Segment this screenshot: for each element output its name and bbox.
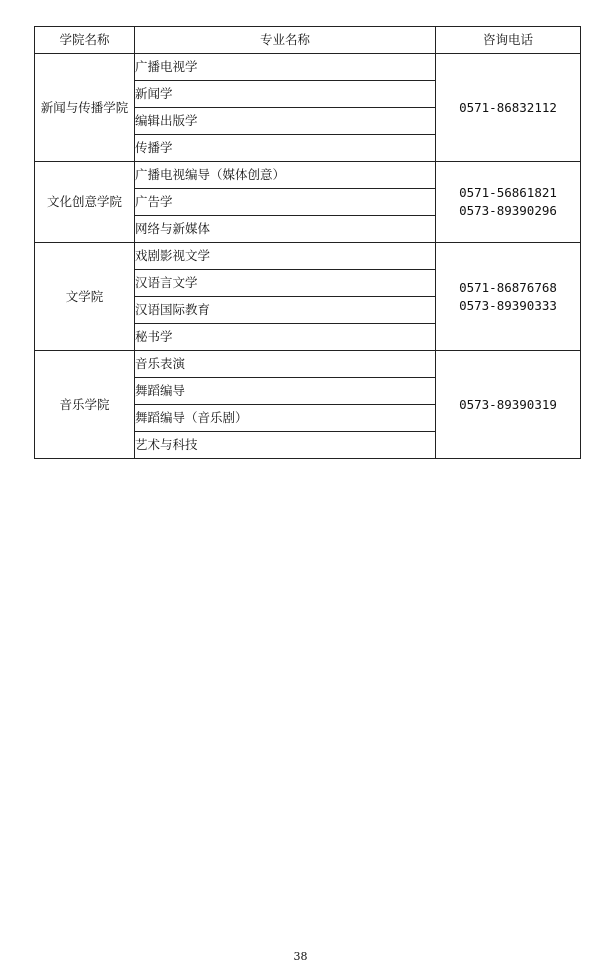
college-cell-creative: 文化创意学院 [35, 162, 135, 243]
majors-contact-table [34, 26, 581, 459]
major-cell: 广播电视学 [135, 54, 436, 81]
phone-number: 0571-56861821 [459, 185, 557, 200]
phone-number: 0573-89390319 [459, 396, 557, 412]
header-major: 专业名称 [135, 27, 436, 54]
phone-number: 0573-89390296 [459, 203, 557, 218]
major-cell: 秘书学 [135, 324, 436, 351]
table-row [35, 243, 581, 270]
table-row [35, 54, 581, 81]
college-cell-literature: 文学院 [35, 243, 135, 351]
major-cell: 音乐表演 [135, 351, 436, 378]
major-cell: 新闻学 [135, 81, 436, 108]
table-row [35, 162, 581, 189]
major-cell: 艺术与科技 [135, 432, 436, 459]
major-cell: 舞蹈编导（音乐剧） [135, 405, 436, 432]
major-cell: 戏剧影视文学 [135, 243, 436, 270]
phone-number: 0571-86876768 [459, 279, 557, 295]
phone-number: 0571-86832112 [459, 99, 557, 115]
major-cell: 舞蹈编导 [135, 378, 436, 405]
major-cell: 传播学 [135, 135, 436, 162]
header-college: 学院名称 [35, 27, 135, 54]
major-cell: 广播电视编导（媒体创意） [135, 162, 436, 189]
major-cell: 汉语言文学 [135, 270, 436, 297]
phone-cell-literature [436, 243, 581, 351]
phone-number: 0573-89390333 [459, 297, 557, 313]
page-number: 38 [293, 950, 308, 963]
phone-cell-journalism [436, 54, 581, 162]
phone-cell-creative [436, 162, 581, 243]
phone-cell-music [436, 351, 581, 459]
table-header-row [35, 27, 581, 54]
table-row [35, 351, 581, 378]
major-cell: 广告学 [135, 189, 436, 216]
college-cell-music: 音乐学院 [35, 351, 135, 459]
major-cell: 网络与新媒体 [135, 216, 436, 243]
major-cell: 汉语国际教育 [135, 297, 436, 324]
header-phone: 咨询电话 [436, 27, 581, 54]
major-cell: 编辑出版学 [135, 108, 436, 135]
college-cell-journalism: 新闻与传播学院 [35, 54, 135, 162]
